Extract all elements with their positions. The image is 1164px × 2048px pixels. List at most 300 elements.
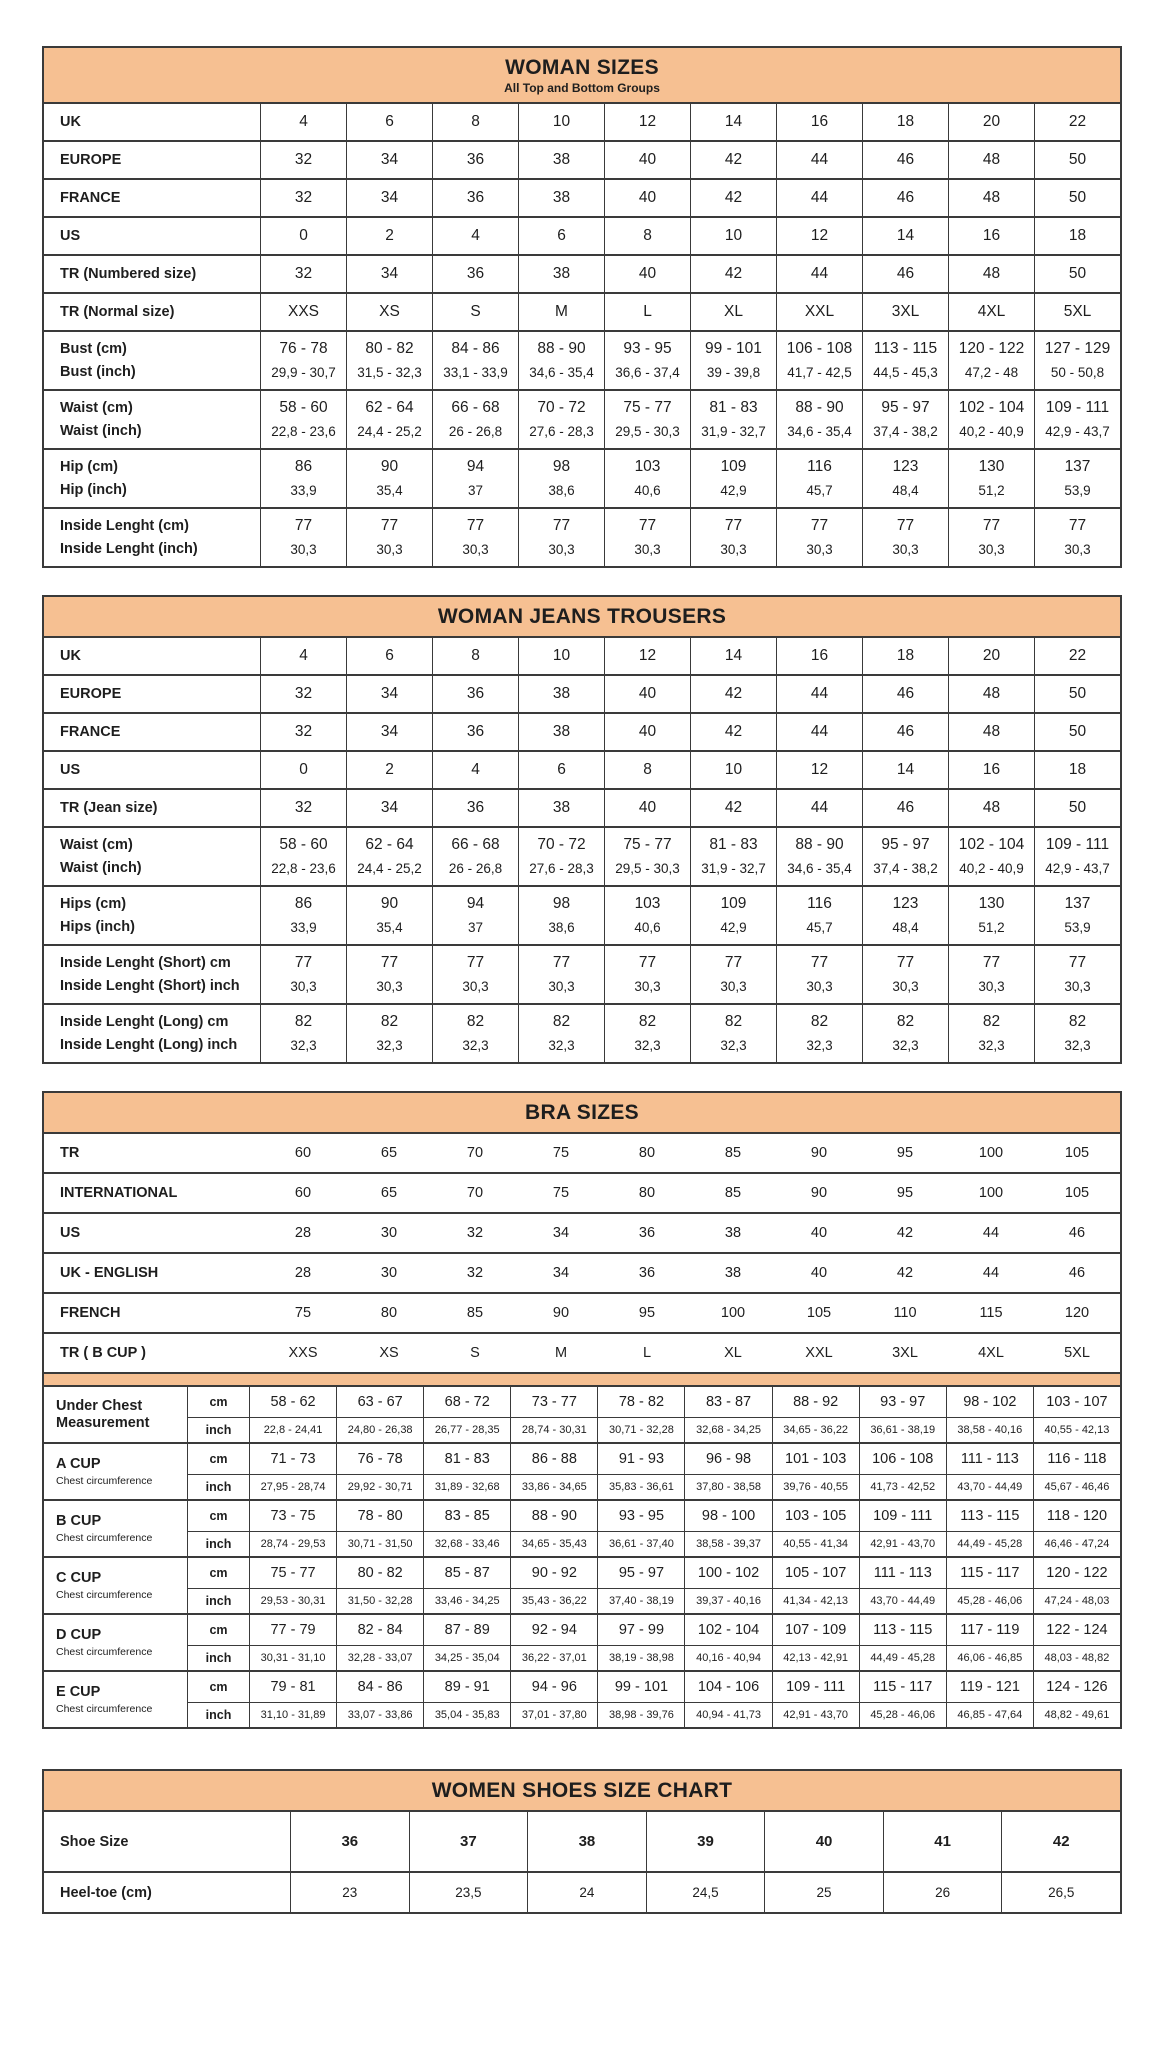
size-cell: 16: [776, 104, 862, 140]
cup-name: B CUP: [56, 1513, 102, 1530]
size-cell: 93 - 95: [597, 1501, 684, 1531]
size-cell: 18: [862, 104, 948, 140]
size-cell: 42: [690, 790, 776, 826]
size-cell: 48,4: [862, 479, 948, 507]
size-cell: M: [518, 294, 604, 330]
unit-label: inch: [187, 1702, 249, 1727]
size-cell: 6: [518, 752, 604, 788]
size-cell: 30: [380, 1225, 398, 1241]
size-cell: 82: [346, 1005, 432, 1034]
row-label: Bust (inch): [60, 364, 136, 380]
size-cell: 28: [294, 1225, 312, 1241]
size-cell: 77: [776, 509, 862, 538]
table-header: [44, 48, 1120, 104]
size-cell: 36: [638, 1265, 656, 1281]
size-cell: 83 - 87: [684, 1387, 771, 1417]
size-cell: 53,9: [1034, 916, 1120, 944]
table-row: [44, 361, 1120, 389]
size-cell: 82: [776, 1005, 862, 1034]
size-cell: 50: [1034, 714, 1120, 750]
size-cell: 39,37 - 40,16: [684, 1588, 771, 1613]
size-cell: 4: [432, 218, 518, 254]
size-cell: 68 - 72: [423, 1387, 510, 1417]
row-label: EUROPE: [60, 152, 122, 168]
row-label: Waist (inch): [60, 860, 142, 876]
size-cell: 107 - 109: [772, 1615, 859, 1645]
size-cell: 38,6: [518, 479, 604, 507]
size-cell: 30,3: [604, 538, 690, 566]
size-cell: 122 - 124: [1033, 1615, 1120, 1645]
size-cell: 28: [294, 1265, 312, 1281]
size-cell: 84 - 86: [432, 332, 518, 361]
size-cell: 30,3: [948, 975, 1034, 1003]
size-cell: 76 - 78: [336, 1444, 423, 1474]
size-cell: 32: [466, 1225, 484, 1241]
size-cell: 31,9 - 32,7: [690, 420, 776, 448]
size-cell: 44: [776, 790, 862, 826]
size-cell: 8: [604, 752, 690, 788]
size-cell: 82: [518, 1005, 604, 1034]
size-cell: 8: [432, 638, 518, 674]
cup-label: [44, 1558, 187, 1613]
size-cell: 82: [604, 1005, 690, 1034]
size-cell: 80: [380, 1305, 398, 1321]
size-cell: 62 - 64: [346, 391, 432, 420]
size-cell: 48: [948, 790, 1034, 826]
size-cell: 38: [518, 256, 604, 292]
size-cell: 60: [294, 1185, 312, 1201]
size-cell: 89 - 91: [423, 1672, 510, 1702]
size-cell: 8: [432, 104, 518, 140]
size-cell: 34,65 - 36,22: [772, 1417, 859, 1442]
size-cell: 111 - 113: [946, 1444, 1033, 1474]
size-cell: 10: [690, 752, 776, 788]
table-row: [44, 826, 1120, 857]
size-cell: 117 - 119: [946, 1615, 1033, 1645]
size-cell: 115 - 117: [946, 1558, 1033, 1588]
unit-label: cm: [187, 1444, 249, 1474]
size-cell: 24,5: [646, 1873, 765, 1912]
size-cell: 118 - 120: [1033, 1501, 1120, 1531]
size-cell: 48,4: [862, 916, 948, 944]
size-cell: 38,19 - 38,98: [597, 1645, 684, 1670]
size-cell: 44: [776, 256, 862, 292]
size-cell: 42,9 - 43,7: [1034, 857, 1120, 885]
size-cell: 41,34 - 42,13: [772, 1588, 859, 1613]
size-cell: 63 - 67: [336, 1387, 423, 1417]
size-cell: 33,9: [260, 479, 346, 507]
size-cell: 42,9: [690, 479, 776, 507]
size-cell: 116 - 118: [1033, 1444, 1120, 1474]
cup-group: [44, 1613, 1120, 1670]
size-cell: 85: [466, 1305, 484, 1321]
row-label: US: [60, 1225, 81, 1241]
size-cell: 22,8 - 23,6: [260, 857, 346, 885]
table-header: [44, 1771, 1120, 1812]
size-cell: 38: [518, 790, 604, 826]
size-cell: 34,25 - 35,04: [423, 1645, 510, 1670]
size-cell: 31,89 - 32,68: [423, 1474, 510, 1499]
cup-subtitle: Chest circumference: [56, 1531, 153, 1544]
size-cell: XS: [346, 294, 432, 330]
size-cell: 46: [862, 790, 948, 826]
size-cell: 38,98 - 39,76: [597, 1702, 684, 1727]
size-cell: 40: [764, 1812, 883, 1871]
size-cell: 38: [518, 142, 604, 178]
table-row: [44, 216, 1120, 254]
row-label: Heel-toe (cm): [60, 1884, 152, 1901]
size-cell: 32,3: [862, 1034, 948, 1062]
size-cell: 88 - 90: [510, 1501, 597, 1531]
size-cell: 113 - 115: [946, 1501, 1033, 1531]
row-label: INTERNATIONAL: [60, 1185, 178, 1201]
unit-label: inch: [187, 1531, 249, 1556]
size-cell: 77: [432, 946, 518, 975]
size-cell: 31,50 - 32,28: [336, 1588, 423, 1613]
size-cell: 12: [776, 752, 862, 788]
size-cell: 40: [604, 790, 690, 826]
table-row: [44, 1034, 1120, 1062]
size-cell: 103 - 107: [1033, 1387, 1120, 1417]
size-cell: 30,3: [1034, 975, 1120, 1003]
table-row: [44, 1212, 1120, 1252]
size-cell: 37,01 - 37,80: [510, 1702, 597, 1727]
row-label: TR (Numbered size): [60, 266, 197, 282]
table-body: [44, 104, 1120, 566]
table-row: [44, 916, 1120, 944]
unit-label: inch: [187, 1417, 249, 1442]
size-cell: 58 - 60: [260, 391, 346, 420]
size-cell: 88 - 90: [776, 391, 862, 420]
row-label: UK: [60, 648, 81, 664]
size-cell: 34: [346, 142, 432, 178]
size-cell: 42: [690, 256, 776, 292]
size-cell: 28,74 - 30,31: [510, 1417, 597, 1442]
size-cell: 32: [260, 676, 346, 712]
size-cell: 119 - 121: [946, 1672, 1033, 1702]
table-row: [44, 104, 1120, 140]
size-cell: 88 - 92: [772, 1387, 859, 1417]
size-cell: 66 - 68: [432, 828, 518, 857]
size-cell: 32,3: [518, 1034, 604, 1062]
size-cell: 83 - 85: [423, 1501, 510, 1531]
cup-label: [44, 1501, 187, 1556]
size-cell: 36,61 - 37,40: [597, 1531, 684, 1556]
size-cell: 32,68 - 34,25: [684, 1417, 771, 1442]
size-cell: 26: [883, 1873, 1002, 1912]
size-cell: 44: [776, 676, 862, 712]
size-cell: 77: [1034, 946, 1120, 975]
row-label: TR (Normal size): [60, 304, 175, 320]
size-cell: 109 - 111: [1034, 391, 1120, 420]
size-cell: 78 - 82: [597, 1387, 684, 1417]
cup-group: [44, 1387, 1120, 1442]
size-cell: 32,3: [1034, 1034, 1120, 1062]
size-cell: 70 - 72: [518, 391, 604, 420]
unit-label: cm: [187, 1387, 249, 1417]
size-cell: 27,95 - 28,74: [249, 1474, 336, 1499]
table-row: [44, 1332, 1120, 1372]
size-cell: 34,6 - 35,4: [518, 361, 604, 389]
table-row: [44, 1871, 1120, 1912]
size-cell: 35,43 - 36,22: [510, 1588, 597, 1613]
row-label: US: [60, 762, 81, 778]
size-cell: 120: [1064, 1305, 1090, 1321]
cup-grid: [44, 1387, 1120, 1727]
size-cell: 38,6: [518, 916, 604, 944]
size-cell: 5XL: [1064, 1345, 1090, 1361]
size-cell: 28,74 - 29,53: [249, 1531, 336, 1556]
row-label: Hips (inch): [60, 919, 135, 935]
size-cell: 90: [810, 1185, 828, 1201]
size-cell: 50: [1034, 180, 1120, 216]
size-cell: 78 - 80: [336, 1501, 423, 1531]
size-cell: 48: [948, 180, 1034, 216]
table-row: [44, 975, 1120, 1003]
size-cell: 71 - 73: [249, 1444, 336, 1474]
size-cell: 77: [518, 946, 604, 975]
size-cell: 25: [764, 1873, 883, 1912]
size-cell: 46: [1068, 1265, 1086, 1281]
size-cell: 41,73 - 42,52: [859, 1474, 946, 1499]
size-cell: 80 - 82: [336, 1558, 423, 1588]
size-cell: 12: [776, 218, 862, 254]
size-cell: 42,9: [690, 916, 776, 944]
size-cell: 32,3: [690, 1034, 776, 1062]
size-cell: 93 - 95: [604, 332, 690, 361]
size-cell: 29,92 - 30,71: [336, 1474, 423, 1499]
size-cell: 27,6 - 28,3: [518, 420, 604, 448]
size-cell: 29,53 - 30,31: [249, 1588, 336, 1613]
size-cell: 99 - 101: [690, 332, 776, 361]
size-cell: 32,3: [948, 1034, 1034, 1062]
unit-label: inch: [187, 1588, 249, 1613]
table-row: [44, 479, 1120, 507]
size-cell: 34,6 - 35,4: [776, 420, 862, 448]
size-cell: 98 - 102: [946, 1387, 1033, 1417]
table-row: [44, 1252, 1120, 1292]
size-cell: 82 - 84: [336, 1615, 423, 1645]
size-cell: 47,24 - 48,03: [1033, 1588, 1120, 1613]
unit-label: cm: [187, 1672, 249, 1702]
size-cell: 24: [527, 1873, 646, 1912]
size-cell: 94: [432, 887, 518, 916]
size-cell: 82: [862, 1005, 948, 1034]
size-cell: 81 - 83: [423, 1444, 510, 1474]
table-row: [44, 448, 1120, 479]
table-woman-sizes: [42, 46, 1122, 568]
size-cell: 31,5 - 32,3: [346, 361, 432, 389]
size-cell: 32: [260, 714, 346, 750]
size-cell: 113 - 115: [859, 1615, 946, 1645]
size-cell: 98: [518, 450, 604, 479]
size-cell: 70 - 72: [518, 828, 604, 857]
size-cell: 10: [690, 218, 776, 254]
size-cell: XXL: [776, 294, 862, 330]
size-cell: 38,58 - 39,37: [684, 1531, 771, 1556]
size-cell: 77 - 79: [249, 1615, 336, 1645]
size-cell: 45,28 - 46,06: [946, 1588, 1033, 1613]
size-cell: 22: [1034, 638, 1120, 674]
size-cell: 46: [862, 714, 948, 750]
row-label: FRANCE: [60, 190, 121, 206]
size-cell: 42: [690, 676, 776, 712]
size-cell: 40: [810, 1265, 828, 1281]
size-cell: 44,49 - 45,28: [859, 1645, 946, 1670]
size-cell: 30,3: [604, 975, 690, 1003]
size-cell: 40: [604, 676, 690, 712]
table-title: WOMAN SIZES: [505, 56, 659, 79]
size-cell: 44,5 - 45,3: [862, 361, 948, 389]
size-cell: 77: [260, 946, 346, 975]
size-cell: 82: [690, 1005, 776, 1034]
size-cell: 48: [948, 142, 1034, 178]
size-cell: 80: [638, 1145, 656, 1161]
row-label: Inside Lenght (Long) inch: [60, 1037, 238, 1053]
size-cell: 42,9 - 43,7: [1034, 420, 1120, 448]
table-row: [44, 1134, 1120, 1172]
size-cell: 30,3: [432, 975, 518, 1003]
size-cell: 30,3: [518, 538, 604, 566]
size-cell: 42,91 - 43,70: [859, 1531, 946, 1556]
row-label: Inside Lenght (Long) cm: [60, 1014, 229, 1030]
size-cell: 95: [638, 1305, 656, 1321]
row-label: Waist (cm): [60, 837, 133, 853]
size-cell: 88 - 90: [776, 828, 862, 857]
size-cell: 34: [552, 1265, 570, 1281]
size-cell: 22: [1034, 104, 1120, 140]
cup-group: [44, 1670, 1120, 1727]
size-cell: 30,3: [260, 975, 346, 1003]
size-cell: 97 - 99: [597, 1615, 684, 1645]
size-cell: 40,2 - 40,9: [948, 857, 1034, 885]
size-cell: 44: [982, 1225, 1000, 1241]
size-cell: 65: [380, 1145, 398, 1161]
size-cell: 88 - 90: [518, 332, 604, 361]
size-cell: 82: [432, 1005, 518, 1034]
size-cell: 73 - 75: [249, 1501, 336, 1531]
size-cell: M: [554, 1345, 568, 1361]
row-label: Inside Lenght (Short) cm: [60, 955, 231, 971]
size-cell: 106 - 108: [859, 1444, 946, 1474]
size-cell: 42: [690, 142, 776, 178]
table-women-shoes-size-chart: [42, 1769, 1122, 1914]
size-cell: 37,40 - 38,19: [597, 1588, 684, 1613]
cup-subtitle: Chest circumference: [56, 1702, 153, 1715]
size-cell: 75 - 77: [604, 828, 690, 857]
size-cell: XS: [379, 1345, 399, 1361]
cup-name: A CUP: [56, 1456, 101, 1473]
size-cell: 18: [862, 638, 948, 674]
size-cell: 36: [432, 142, 518, 178]
size-cell: 105 - 107: [772, 1558, 859, 1588]
size-cell: 124 - 126: [1033, 1672, 1120, 1702]
size-cell: 75: [552, 1145, 570, 1161]
size-cell: 75 - 77: [249, 1558, 336, 1588]
size-cell: 105: [1064, 1185, 1090, 1201]
size-cell: 103 - 105: [772, 1501, 859, 1531]
size-cell: 111 - 113: [859, 1558, 946, 1588]
size-cell: 37: [409, 1812, 528, 1871]
size-cell: 42,91 - 43,70: [772, 1702, 859, 1727]
table-row: [44, 254, 1120, 292]
size-cell: 44: [982, 1265, 1000, 1281]
size-cell: 95 - 97: [862, 391, 948, 420]
size-cell: 18: [1034, 218, 1120, 254]
size-cell: 95: [896, 1145, 914, 1161]
cup-subtitle: Chest circumference: [56, 1474, 153, 1487]
size-cell: XL: [724, 1345, 742, 1361]
size-cell: 36: [432, 714, 518, 750]
size-cell: 79 - 81: [249, 1672, 336, 1702]
table-row: [44, 507, 1120, 538]
size-cell: 130: [948, 887, 1034, 916]
size-cell: 100 - 102: [684, 1558, 771, 1588]
size-cell: S: [470, 1345, 480, 1361]
size-cell: 38,58 - 40,16: [946, 1417, 1033, 1442]
size-cell: 44,49 - 45,28: [946, 1531, 1033, 1556]
table-row: [44, 750, 1120, 788]
size-cell: 90: [346, 887, 432, 916]
size-cell: 40: [604, 256, 690, 292]
size-cell: 16: [776, 638, 862, 674]
size-cell: 14: [862, 752, 948, 788]
size-cell: 4: [260, 638, 346, 674]
size-cell: 44: [776, 180, 862, 216]
size-cell: 38: [527, 1812, 646, 1871]
table-title: WOMEN SHOES SIZE CHART: [431, 1779, 733, 1802]
size-cell: 82: [260, 1005, 346, 1034]
row-label: UK - ENGLISH: [60, 1265, 159, 1281]
size-cell: 36,61 - 38,19: [859, 1417, 946, 1442]
size-cell: 24,4 - 25,2: [346, 420, 432, 448]
size-cell: 32: [466, 1265, 484, 1281]
size-cell: 91 - 93: [597, 1444, 684, 1474]
size-cell: 77: [862, 509, 948, 538]
size-cell: 93 - 97: [859, 1387, 946, 1417]
size-cell: 45,7: [776, 479, 862, 507]
size-cell: 58 - 60: [260, 828, 346, 857]
size-cell: 48,03 - 48,82: [1033, 1645, 1120, 1670]
size-cell: 42: [896, 1225, 914, 1241]
size-cell: XXL: [805, 1345, 833, 1361]
size-cell: 106 - 108: [776, 332, 862, 361]
size-cell: 113 - 115: [862, 332, 948, 361]
size-cell: 103: [604, 887, 690, 916]
size-cell: 0: [260, 218, 346, 254]
table-row: [44, 1812, 1120, 1871]
size-cell: 40,6: [604, 916, 690, 944]
size-cell: 77: [346, 946, 432, 975]
size-cell: 50: [1034, 790, 1120, 826]
size-cell: 73 - 77: [510, 1387, 597, 1417]
size-cell: 75 - 77: [604, 391, 690, 420]
size-cell: 40,55 - 41,34: [772, 1531, 859, 1556]
size-cell: 102 - 104: [948, 828, 1034, 857]
size-cell: 137: [1034, 450, 1120, 479]
size-cell: 32,3: [346, 1034, 432, 1062]
size-cell: 43,70 - 44,49: [946, 1474, 1033, 1499]
size-cell: 3XL: [892, 1345, 918, 1361]
size-cell: 98: [518, 887, 604, 916]
size-cell: 41: [883, 1812, 1002, 1871]
size-cell: 12: [604, 638, 690, 674]
size-cell: 24,80 - 26,38: [336, 1417, 423, 1442]
size-cell: 31,10 - 31,89: [249, 1702, 336, 1727]
size-cell: 84 - 86: [336, 1672, 423, 1702]
size-cell: 32: [260, 256, 346, 292]
size-cell: 32: [260, 790, 346, 826]
